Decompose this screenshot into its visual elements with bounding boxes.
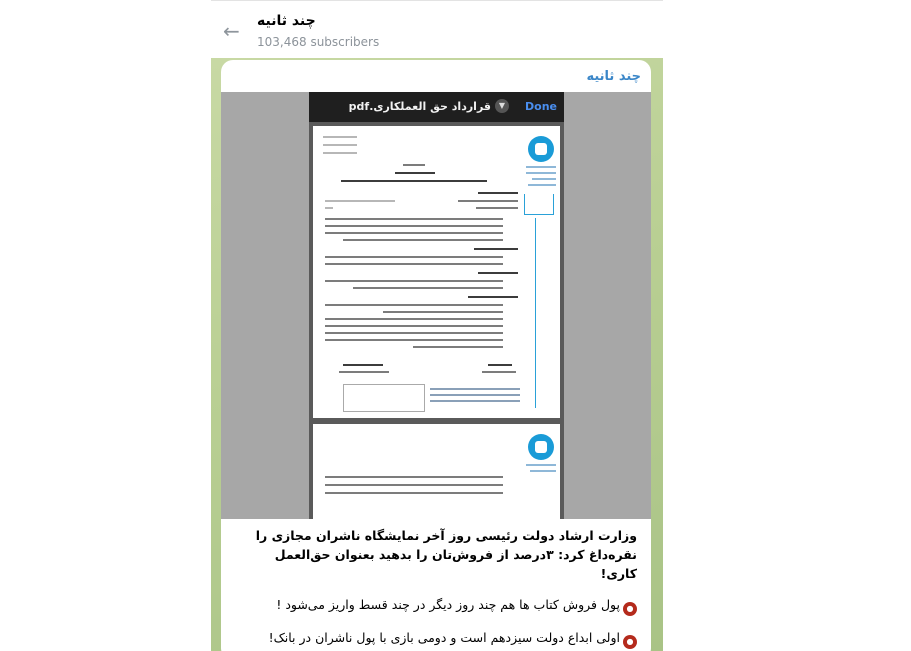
logo-text [528, 184, 556, 186]
message-photo[interactable] [221, 92, 651, 519]
doc-line [325, 218, 503, 220]
doc-line [478, 272, 518, 274]
doc-line [323, 136, 357, 138]
doc-line [430, 394, 520, 396]
doc-line [325, 476, 503, 478]
doc-line [353, 287, 503, 289]
doc-line [413, 346, 503, 348]
page-divider [535, 218, 536, 408]
doc-line [488, 364, 512, 366]
doc-line [325, 256, 503, 258]
message-text [235, 526, 637, 651]
message-sender[interactable]: چند ثانیه [586, 69, 641, 84]
doc-line [476, 207, 518, 209]
doc-line [325, 304, 503, 306]
doc-line [482, 371, 516, 373]
doc-line [343, 239, 503, 241]
doc-line [430, 400, 520, 402]
doc-line [323, 152, 357, 154]
bullet-text: پول فروش کتاب ها هم چند روز دیگر در چند قسط واریز می‌شود ! [276, 597, 620, 612]
subscriber-count: 103,468 subscribers [257, 35, 380, 49]
doc-line [325, 318, 503, 320]
doc-line [383, 311, 503, 313]
logo-text [526, 172, 556, 174]
doc-line [430, 388, 520, 390]
doc-line [339, 371, 389, 373]
doc-line [458, 200, 518, 202]
doc-line [325, 232, 503, 234]
bullet-item [235, 595, 637, 616]
logo-text [530, 470, 556, 472]
channel-title[interactable]: چند ثانیه [257, 13, 316, 29]
back-arrow-icon[interactable]: ← [223, 19, 240, 43]
red-apple-icon: ● [623, 602, 637, 616]
fair-logo-icon [528, 136, 554, 162]
doc-line [325, 484, 503, 486]
address-stamp [343, 384, 425, 412]
doc-line [403, 164, 425, 166]
chat-header [211, 0, 663, 59]
logo-text [526, 464, 556, 466]
pdf-file-name: قرارداد حق العملکاری.pdf [348, 100, 491, 113]
doc-line [325, 200, 395, 202]
message-headline: وزارت ارشاد دولت رئیسی روز آخر نمایشگاه ناشران مجازی را نقره‌داغ کرد: ۳درصد از فروش‌تان را بدهید بعنوان حق‌العمل کاری! [255, 528, 637, 581]
red-apple-icon: ● [623, 635, 637, 649]
doc-line [468, 296, 518, 298]
done-button: Done [525, 100, 557, 113]
doc-line [325, 492, 503, 494]
doc-line [325, 280, 503, 282]
doc-line [325, 225, 503, 227]
doc-line [325, 325, 503, 327]
doc-line [341, 180, 487, 182]
pdf-viewer-screenshot [309, 92, 564, 519]
fair-logo-icon [528, 434, 554, 460]
bullet-text: اولی ابداع دولت سیزدهم است و دومی بازی با پول ناشران در بانک! [268, 630, 620, 645]
chat-area[interactable] [211, 58, 663, 651]
logo-text [532, 178, 556, 180]
logo-text [526, 166, 556, 168]
doc-line [323, 144, 357, 146]
doc-line [325, 263, 503, 265]
doc-line [478, 192, 518, 194]
bullet-item [235, 628, 637, 649]
chevron-down-icon: ▼ [495, 99, 509, 113]
doc-line [474, 248, 518, 250]
doc-line [325, 332, 503, 334]
pdf-viewer-bar [309, 92, 564, 122]
doc-line [325, 207, 333, 209]
document-page [313, 424, 560, 519]
doc-line [325, 339, 503, 341]
message-bubble[interactable] [221, 60, 651, 651]
book-logo-icon [524, 194, 554, 215]
document-page [313, 126, 560, 418]
doc-line [343, 364, 383, 366]
doc-line [395, 172, 435, 174]
